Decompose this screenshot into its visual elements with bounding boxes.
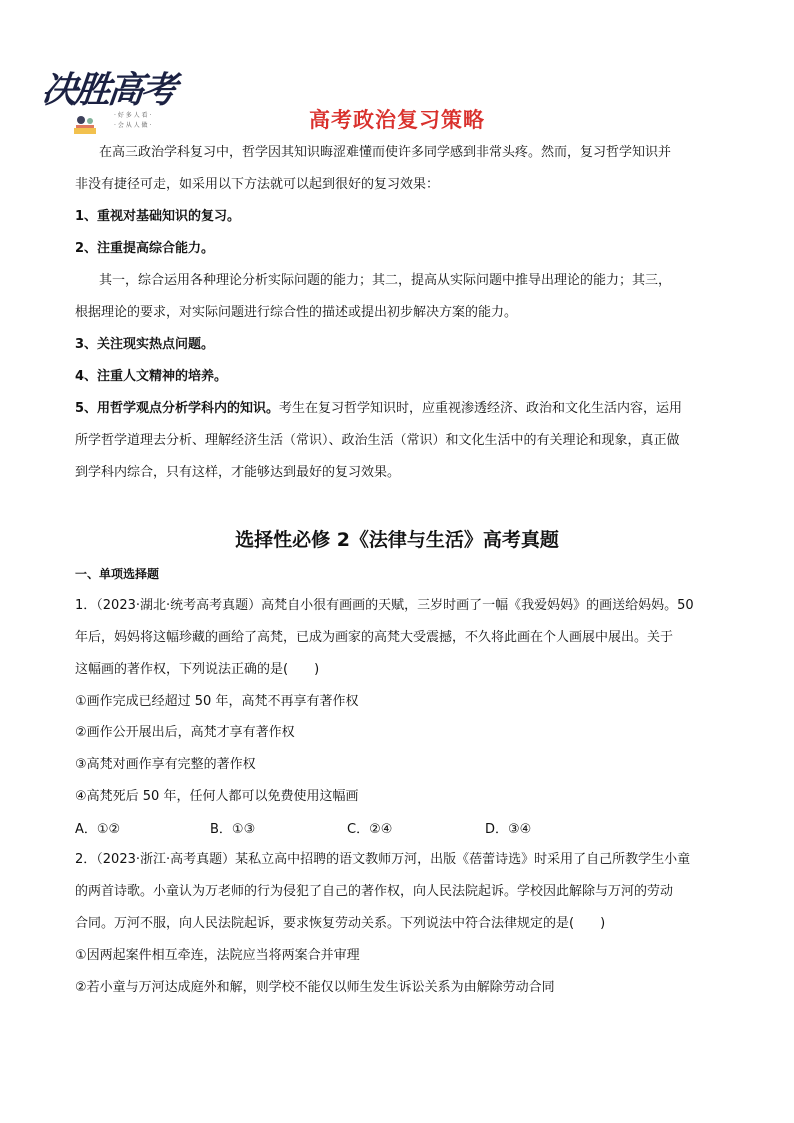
page-title: 高考政治复习策略 (309, 108, 485, 132)
logo-text: 决胜高考 (39, 69, 176, 111)
tip-2: 2、注重提高综合能力。 (75, 241, 215, 256)
logo-tagline-2: · 会 从 人 做 · (114, 122, 152, 129)
q2-statement-2: ②若小童与万河达成庭外和解，则学校不能仅以师生发生诉讼关系为由解除劳动合同 (75, 980, 555, 995)
section-title: 选择性必修 2《法律与生活》高考真题 (235, 529, 559, 551)
tip-5-line-2: 所学哲学道理去分析、理解经济生活（常识）、政治生活（常识）和文化生活中的有关理论和现象，真正做 (75, 433, 680, 448)
tip-2-detail-2: 根据理论的要求，对实际问题进行综合性的描述或提出初步解决方案的能力。 (75, 305, 518, 320)
tip-2-detail-1: 其一，综合运用各种理论分析实际问题的能力；其二，提高从实际问题中推导出理论的能力；其三， (99, 273, 672, 288)
tip-5-text: 考生在复习哲学知识时，应重视渗透经济、政治和文化生活内容，运用 (279, 401, 683, 416)
section-subheading: 一、单项选择题 (75, 567, 160, 581)
tip-5 (75, 399, 682, 419)
q2-stem-line-3: 合同。万河不服，向人民法院起诉，要求恢复劳动关系。下列说法中符合法律规定的是( ) (75, 916, 606, 931)
tip-4: 4、注重人文精神的培养。 (75, 369, 228, 384)
q1-stem-line-2: 年后，妈妈将这幅珍藏的画给了高梵，已成为画家的高梵大受震撼，不久将此画在个人画展中展出。关于 (75, 630, 674, 645)
q1-statement-3: ③高梵对画作享有完整的著作权 (75, 757, 256, 772)
tip-5-heading: 5、用哲学观点分析学科内的知识。 (75, 401, 280, 416)
q1-statement-1: ①画作完成已经超过 50 年，高梵不再享有著作权 (75, 694, 359, 709)
intro-line-1: 在高三政治学科复习中，哲学因其知识晦涩难懂而使许多同学感到非常头疼。然而，复习哲学知识并 (99, 145, 672, 160)
q2-stem-line-1: 2．（2023·浙江·高考真题）某私立高中招聘的语文教师万河，出版《蓓蕾诗选》时采用了自己所教学生小童 (75, 852, 691, 867)
q1-option-b: B．①③ (210, 822, 256, 837)
intro-line-2: 非没有捷径可走，如采用以下方法就可以起到很好的复习效果： (75, 177, 440, 192)
q1-stem-line-1: 1．（2023·湖北·统考高考真题）高梵自小很有画画的天赋，三岁时画了一幅《我爱妈妈》的画送给妈妈。50 (75, 598, 694, 613)
q1-statement-2: ②画作公开展出后，高梵才享有著作权 (75, 725, 295, 740)
q2-statement-1: ①因两起案件相互牵连，法院应当将两案合并审理 (75, 948, 360, 963)
q1-stem-line-3: 这幅画的著作权，下列说法正确的是( ) (75, 662, 320, 677)
q1-statement-4: ④高梵死后 50 年，任何人都可以免费使用这幅画 (75, 789, 359, 804)
logo-tagline-1: · 好 多 人 看 · (114, 112, 152, 119)
q1-option-d: D．③④ (485, 822, 532, 837)
q1-option-a: A．①② (75, 822, 121, 837)
q1-option-c: C．②④ (347, 822, 393, 837)
tip-3: 3、关注现实热点问题。 (75, 337, 215, 352)
tip-5-line-3: 到学科内综合，只有这样，才能够达到最好的复习效果。 (75, 465, 401, 480)
tip-1: 1、重视对基础知识的复习。 (75, 209, 241, 224)
q2-stem-line-2: 的两首诗歌。小童认为万老师的行为侵犯了自己的著作权，向人民法院起诉。学校因此解除与万河的劳动 (75, 884, 674, 899)
